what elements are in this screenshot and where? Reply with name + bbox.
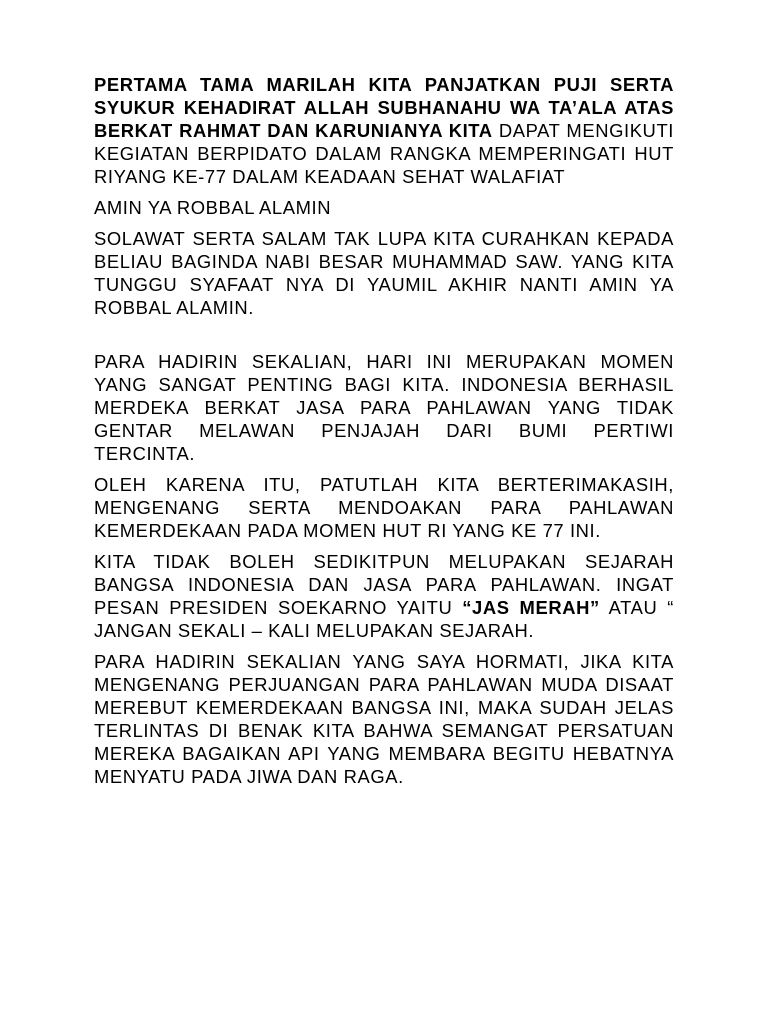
paragraph-hadirin: PARA HADIRIN SEKALIAN, HARI INI MERUPAKAN MOMEN YANG SANGAT PENTING BAGI KITA. INDONESIA BERHASIL MERDEKA BERKAT JASA PARA PAHLAWAN YANG TIDAK GENTAR MELAWAN PENJAJAH DARI BUMI PERTIWI TERCINTA. bbox=[94, 351, 674, 464]
paragraph-oleh-karena: OLEH KARENA ITU, PATUTLAH KITA BERTERIMAKASIH, MENGENANG SERTA MENDOAKAN PARA PAHLAWAN KEMERDEKAAN PADA MOMEN HUT RI YANG KE 77 INI. bbox=[94, 474, 674, 541]
opening-text: DAPAT MENGIKUTI KEGIATAN BERPIDATO DALAM RANGKA MEMPERINGATI HUT RIYANG KE-77 DALAM KEADAAN SEHAT WALAFIAT bbox=[94, 120, 674, 187]
paragraph-sejarah bbox=[94, 550, 674, 642]
paragraph-solawat: SOLAWAT SERTA SALAM TAK LUPA KITA CURAHKAN KEPADA BELIAU BAGINDA NABI BESAR MUHAMMAD SAW. YANG KITA TUNGGU SYAFAAT NYA DI YAUMIL AKHIR NANTI AMIN YA ROBBAL ALAMIN. bbox=[94, 228, 674, 318]
paragraph-amin: AMIN YA ROBBAL ALAMIN bbox=[94, 197, 332, 218]
paragraph-opening bbox=[94, 73, 674, 188]
sejarah-text-before: KITA TIDAK BOLEH SEDIKITPUN MELUPAKAN SEJARAH BANGSA INDONESIA DAN JASA PARA PAHLAWAN. INGAT PESAN PRESIDEN SOEKARNO YAITU bbox=[94, 551, 674, 618]
opening-bold-text: PERTAMA TAMA MARILAH KITA PANJATKAN PUJI SERTA SYUKUR KEHADIRAT ALLAH SUBHANAHU WA TA’ALA ATAS BERKAT RAHMAT DAN KARUNIANYA KITA bbox=[94, 74, 674, 141]
sejarah-text-after: ATAU “ JANGAN SEKALI – KALI MELUPAKAN SEJARAH. bbox=[94, 597, 674, 641]
paragraph-perjuangan: PARA HADIRIN SEKALIAN YANG SAYA HORMATI, JIKA KITA MENGENANG PERJUANGAN PARA PAHLAWAN MUDA DISAAT MEREBUT KEMERDEKAAN BANGSA INI, MAKA SUDAH JELAS TERLINTAS DI BENAK KITA BAHWA SEMANGAT PERSATUAN MEREKA BAGAIKAN API YANG MEMBARA BEGITU HEBATNYA MENYATU PADA JIWA DAN RAGA. bbox=[94, 651, 674, 787]
jas-merah-quote: “JAS MERAH” bbox=[462, 597, 600, 618]
